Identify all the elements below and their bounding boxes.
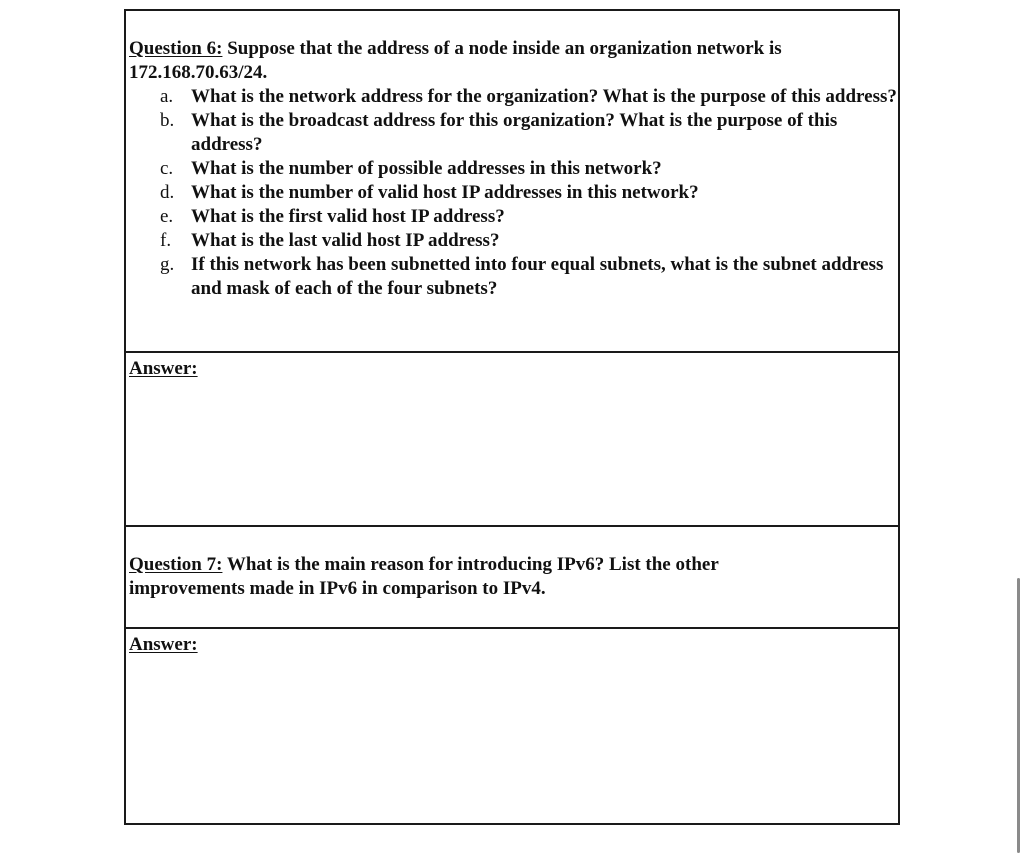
question-7-intro (129, 553, 898, 577)
list-marker: d. (160, 182, 175, 203)
question-7-text: What is the main reason for introducing IPv6? List the other (222, 554, 719, 575)
list-item (129, 205, 898, 229)
question-6-label: Question 6: (129, 38, 223, 59)
question-6-list (129, 85, 898, 301)
list-item (129, 109, 898, 157)
question-6-block (129, 11, 898, 301)
list-item (129, 181, 898, 205)
list-marker: g. (160, 254, 175, 275)
question-6-text: Suppose that the address of a node inside an organization network is (222, 38, 782, 59)
list-marker: c. (160, 158, 174, 179)
list-marker: b. (160, 110, 175, 131)
worksheet-table (124, 9, 900, 825)
list-item-text: What is the network address for the organization? What is the purpose of this address? (191, 86, 897, 107)
answer-6-label: Answer: (129, 358, 198, 379)
question-6-cell (126, 9, 898, 351)
answer-7-cell[interactable] (126, 627, 898, 825)
list-marker: e. (160, 206, 174, 227)
answer-7-heading (129, 629, 898, 657)
list-item (129, 253, 898, 301)
list-item-text: What is the first valid host IP address? (191, 206, 505, 227)
question-7-cell (126, 525, 898, 627)
question-7-text-continued: improvements made in IPv6 in comparison to IPv4. (129, 578, 546, 599)
list-marker: a. (160, 86, 174, 107)
scrollbar-thumb[interactable] (1017, 578, 1020, 853)
list-item (129, 85, 898, 109)
list-item (129, 229, 898, 253)
answer-6-heading (129, 353, 898, 381)
question-7-block (129, 527, 898, 601)
question-7-label: Question 7: (129, 554, 223, 575)
question-6-intro (129, 37, 898, 61)
list-item (129, 157, 898, 181)
list-item-text: What is the number of valid host IP addresses in this network? (191, 182, 699, 203)
list-item-text: What is the broadcast address for this organization? What is the purpose of this address? (191, 110, 838, 155)
answer-6-cell[interactable] (126, 351, 898, 525)
answer-7-label: Answer: (129, 634, 198, 655)
list-marker: f. (160, 230, 172, 251)
list-item-text: What is the last valid host IP address? (191, 230, 500, 251)
question-6-address: 172.168.70.63/24. (129, 62, 268, 83)
list-item-text: What is the number of possible addresses in this network? (191, 158, 662, 179)
list-item-text: If this network has been subnetted into four equal subnets, what is the subnet address and mask of each of the four subnets? (191, 254, 884, 299)
